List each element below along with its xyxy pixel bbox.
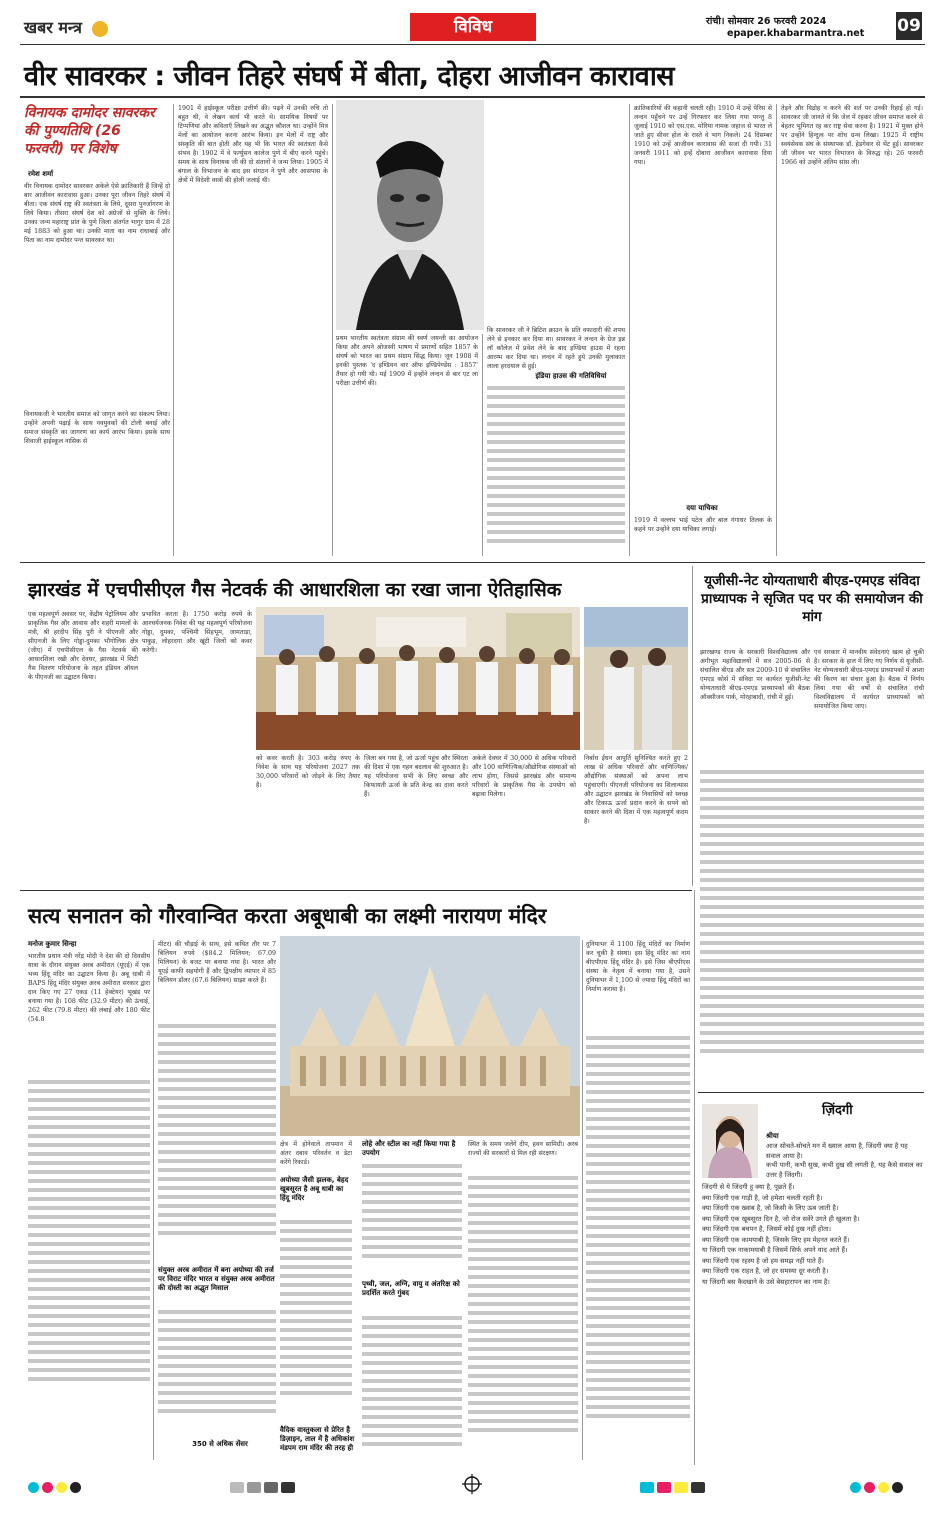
ugc-col2-text: एवं सरकार में मानवीय संवेदनाएं खत्म हो चुकी है। सरकार के हाल में लिए गए निर्णय से यूजीसी-नेट योग्यताधारी बीएड-एमएड प्राध्यापकों में आशा की किरण का संचार हुआ है। बैठक में निर्णय लिया गया की वर्षों से संचालित रांची विश्वविद्यालय में कार्यरत प्राध्यापकों को समायोजित किया जाए। xyxy=(814,649,924,710)
column-divider xyxy=(582,940,583,1460)
column-divider xyxy=(694,890,695,1465)
daya-yachika-text: 1919 में वल्लभ भाई पटेल और बाल गंगाधर तिलक के कहने पर उन्होंने दया याचिका लगाई। xyxy=(634,517,772,533)
masthead xyxy=(24,16,108,38)
color-swatch-icon xyxy=(864,1482,875,1493)
header-rule xyxy=(20,44,925,45)
column-divider xyxy=(173,104,174,556)
temple-col5-text: स्थित के समय जलेंगे दीप, हवन सामिग्री। अरब राज्यों की सरकारों से मिल रही संरक्षण। xyxy=(468,1141,578,1157)
savarkar-col2-text: 1901 में हाईस्कूल परीक्षा उत्तीर्ण की। पढ़ने में उनकी रुचि तो बहुत थी, वे लेखन कार्य भी करते थे। सामयिक विषयों पर टिप्पणियां और कविताएँ लिखने का अद्भुत कौशल था। उन्होंने मित्र मेलों का आयोजन करना आरंभ किया। इन मेलों में राष्ट्र और संस्कृति की बात होती और यह भी कि भारत की स्वतंत्रता कैसे संभव है। 1902 में वे फर्ग्युसन कालेज पुणे में बीए करने पहुंचे। समय के साथ विनायक जी की दो संतानों ने जन्म लिया। 1905 में बंगाल के विभाजन के बाद इस संगठन ने पुणे और आसपास के क्षेत्रों में विदेशी वस्त्रों की होली जलाई थी। xyxy=(178,105,328,184)
temple-col2-lines-b xyxy=(158,1310,276,1430)
temple-col6-lines xyxy=(586,1036,690,1466)
color-swatch-right xyxy=(850,1478,906,1497)
poem-line: क्या जिंदगी एक बचपन है, जिसमें कोई दुख नहीं होता। xyxy=(702,1225,832,1233)
page-number: 09 xyxy=(896,12,922,40)
poem-line: आज सोचते-सोचते मन में ख्याल आया है, जिंदगी क्या है यह सवाल आया है। xyxy=(766,1142,908,1160)
daya-yachika-subhead: दया याचिका xyxy=(686,504,718,512)
temple-col4-lines-b xyxy=(362,1316,462,1466)
color-swatch-icon xyxy=(28,1482,39,1493)
savarkar-col6-text: तेड़ने और विद्रोह न करने की शर्त पर उनकी रिहाई हो गई। सावरकर जी जानते थे कि जेल में रहकर जीवन समाप्त करने से बेहतर भूमिगत रह कर राष्ट्र सेवा करना है। 1921 में मुक्त होने पर उन्होंने हिन्दुत्व पर शोध ग्रन्थ लिखा। 1925 में राष्ट्रीय स्वयंसेवक संघ के संस्थापक डॉ. हेडगेवार से भेंट हुई। सावरकर जी जीवन भर भारत विभाजन के विरुद्ध रहे। 26 फरवरी 1966 को उन्होंने अंतिम सांस ली। xyxy=(781,105,923,166)
ugc-body-lines xyxy=(700,770,924,1090)
dateline: रांची। सोमवार 26 फरवरी 2024 xyxy=(706,16,827,27)
temple-col3-subhead: अयोध्या जैसी झलक, बेहद खूबसूरत है अबू धाबी का हिंदू मंदिर xyxy=(280,1176,349,1202)
temple-col3-end: वैदिक वास्तुकला से प्रेरित है डिज़ाइन, ताल में है अधिकांश मंडपम राम मंदिर की तरह ही xyxy=(280,1426,355,1452)
temple-headline: सत्य सनातन को गौरवान्वित करता अबूधाबी का लक्ष्मी नारायण मंदिर xyxy=(28,904,547,928)
column-divider xyxy=(629,104,630,556)
column-divider xyxy=(776,104,777,556)
hpcl-inauguration-photo xyxy=(584,607,688,750)
color-swatch-icon xyxy=(892,1482,903,1493)
ugc-headline: यूजीसी-नेट योग्यताधारी बीएड-एमएड संविदा प्राध्यापक ने सृजित पद पर की समायोजन की मांग xyxy=(701,573,923,625)
crosshair-registration-icon xyxy=(462,1474,482,1494)
hpcl-inauguration-image xyxy=(584,607,688,750)
temple-col2-lines xyxy=(158,1024,276,1264)
poem-line: या जिंदगी बस कैदखाने के उसे बेसहारापन का नाम है। xyxy=(702,1277,830,1286)
jharkhand-col5-text: अकेले देवघर में 30,000 से अधिक परिवारों और 100 वाणिज्यिक/औद्योगिक संस्थाओं को लाभ होगा, जिससे झारखंड और सामान्य परिवारों के प्राकृतिक गैस के उपयोग को बढ़ावा मिलेगा। xyxy=(472,755,576,798)
color-swatch-icon xyxy=(56,1482,67,1493)
poem-line: जिंदगी से ये जिंदगी हू क्या है, पूछते हैं। xyxy=(702,1183,795,1191)
jharkhand-headline: झारखंड में एचपीसीएल गैस नेटवर्क की आधारशिला का रखा जाना ऐतिहासिक xyxy=(28,579,562,601)
temple-col4-subhead-b: पृथ्वी, जल, अग्नि, वायु व अंतरिक्ष को प्रदर्शित करते गुंबद xyxy=(362,1280,460,1297)
savarkar-headline: वीर सावरकर : जीवन तिहरे संघर्ष में बीता, दोहरा आजीवन कारावास xyxy=(24,61,675,92)
temple-photo xyxy=(280,936,580,1136)
section-rule xyxy=(20,562,925,563)
poem-line: क्या जिंदगी एक खूबसूरत दिन है, जो रोज सवेरे उगते ही खुलता है। xyxy=(702,1214,860,1223)
color-swatch-left xyxy=(28,1478,84,1497)
color-bar-left xyxy=(230,1478,298,1497)
savarkar-subheading: विनायक दामोदर सावरकर की पुण्यतिथि (26 फरवरी) पर विशेष xyxy=(24,105,155,157)
jharkhand-col6-text: निर्बाध ईंधन आपूर्ति सुनिश्चित करते हुए 2 लाख से अधिक परिवारों और वाणिज्यिक/औद्योगिक संस्थाओं को अपना लाभ पहुंचाएगी। पीएनजी परियोजना का शिलान्यास और उद्घाटन झारखंड के निवासियों को स्वच्छ और टिकाऊ ऊर्जा प्रदान करने के सपने को साकार करने की दिशा में एक महत्वपूर्ण कदम है। xyxy=(584,755,688,825)
color-swatch-icon xyxy=(850,1482,861,1493)
temple-col3-lines xyxy=(280,1220,352,1420)
temple-col2-text: मीटर) की चौड़ाई के साथ, इसे कथित तौर पर 7 बिलियन रुपये ($84.2 मिलियन; 67.09 मिलियन) के बजट पर बनाया गया है। भारत और यूएई काफी सहयोगी हैं और द्विपक्षीय व्यापार में 85 बिलियन डॉलर (67.6 बिलियन) साझा करते हैं। xyxy=(158,941,276,984)
savarkar-byline: रमेश शर्मा xyxy=(28,170,54,178)
color-bar-right xyxy=(640,1478,708,1497)
temple-col2-end: 350 से अधिक सेंसर xyxy=(192,1440,248,1448)
masthead-title: खबर मन्त्र xyxy=(24,18,82,37)
column-divider xyxy=(692,566,693,886)
column-divider xyxy=(153,940,154,1460)
poem-title: ज़िंदगी xyxy=(822,1103,853,1118)
poet-image xyxy=(702,1104,758,1178)
temple-col1-lines xyxy=(28,1080,150,1420)
color-swatch-icon xyxy=(42,1482,53,1493)
poem-line: क्या जिंदगी एक ख्वाब है, जो किसी के लिए ऊब जाती है। xyxy=(702,1204,839,1212)
poem-line: क्या जिंदगी एक राहत है, जो हर समस्या दूर करती है। xyxy=(702,1267,829,1275)
temple-image xyxy=(280,936,580,1136)
savarkar-col4-lines xyxy=(487,386,625,556)
color-swatch-icon xyxy=(878,1482,889,1493)
savarkar-col1-text: वीर विनायक दामोदर सावरकर अकेले ऐसे क्रांतिकारी हैं जिन्हें दो बार आजीवन कारावास हुआ। उनका पूरा जीवन तिहरे संघर्ष में बीता। एक संघर्ष राष्ट्र की स्वतंत्रता के लिये, दूसरा पुनर्जागरण के लिये किया। तीसरा संघर्ष देश को अंग्रेजों से मुक्ति के लिये। उनका जन्म महाराष्ट्र प्रांत के पुणे जिला अंतर्गत भागुर ग्राम में 28 मई 1883 को हुआ था। उनकी माता का नाम राधाबाई और पिता का नाम दामोदर पन्त सावरकर था। xyxy=(24,183,170,244)
jharkhand-col1-text: एक महत्वपूर्ण अवसर पर, केंद्रीय पेट्रोलियम और प्राकृतिक गैस और आवास और शहरी मामलों के मंत्री, श्री हरदीप सिंह पुरी ने पीएनजी और सीएनजी के लिए गोड्डा-दुमका भौगोलिक क्षेत्र (जीए) में एचपीसीएल के गैस नेटवर्क की आधारशिला रखी और देवघर, झारखंड में सिटी गैस वितरण परियोजना के तहत इंडियन ऑयल के पीएनजी का उद्घाटन किया। xyxy=(28,611,138,681)
jharkhand-col2-text: प्रभावित करता है। 1750 करोड़ रुपये के आश्चर्यजनक निवेश की यह महत्वपूर्ण परियोजना गोड्डा, दुमका, पश्चिमी सिंहभूम, जामताड़ा, पाकुड़, लोहरदगा और खूंटी जिलों को कवर करेगी। xyxy=(142,611,252,654)
savarkar-portrait xyxy=(336,100,484,330)
headline-rule xyxy=(20,96,925,98)
poem-rule xyxy=(698,1092,924,1093)
masthead-sun-icon xyxy=(92,21,108,37)
temple-col2-subhead: संयुक्त अरब अमीरात में बना अयोध्या की तर्ज पर विराट मंदिर भारत व संयुक्त अरब अमीरात की दोस्ती का अद्भुत मिसाल xyxy=(158,1266,275,1292)
poem-line: या जिंदगी एक नाकामयाबी है जिसमें सिर्फ अपने याद आते हैं। xyxy=(702,1246,848,1254)
epaper-url[interactable]: epaper.khabarmantra.net xyxy=(727,28,865,39)
savarkar-col4-text: कि सावरकर जी ने ब्रिटिश क्राउन के प्रति वफादारी की शपथ लेने से इनकार कर दिया था। सावरकर ने लन्दन के ग्रेज इन्न लॉ कॉलेज में प्रवेश लेने के बाद इण्डिया हाउस में रहना आरम्भ कर दिया था। लन्दन में रहते हुये उनकी मुलाकात लाला हरदयाल से हुई। xyxy=(487,327,625,370)
poet-photo xyxy=(702,1104,758,1178)
savarkar-col3-text: प्रथम भारतीय स्वतंत्रता संग्राम की स्वर्ण जयन्ती का आयोजन किया और अपने ओजस्वी भाषण में प्रमाणों सहित 1857 के संघर्ष को भारत का प्रथम संग्राम सिद्ध किया। जून 1908 में इनकी पुस्तक 'द इण्डियन वार ऑफ इण्डिपेण्डेंस : 1857' तैयार हो गयी थी। मई 1909 में इन्होंने लन्दन से बार एट ला परीक्षा उत्तीर्ण की। xyxy=(336,335,478,387)
poem-line: कभी पानी, कभी सुख, कभी दुख सी लगती है, यह कैसे सवाल का उत्तर है जिंदगी। xyxy=(766,1161,923,1179)
section-label: विविध xyxy=(410,13,536,41)
savarkar-portrait-image xyxy=(336,100,484,330)
jharkhand-col4-text: जिला बन गया है, जो ऊर्जा पहुंच और स्थिरता की दिशा में एक गहन बदलाव की शुरुआत है। यह परियोजना सभी के लिए स्वच्छ और किफायती ऊर्जा के प्रति केन्द्र का दावा करते हैं। xyxy=(364,755,468,798)
poet-name: श्रीया xyxy=(766,1132,779,1140)
jharkhand-col3-text: को कवर करती है। 303 करोड़ रुपए के निवेश के साथ यह परियोजना 2027 तक 30,000 परिवारों को जोड़ने के लिए तैयार है। xyxy=(256,755,360,789)
temple-col5-lines xyxy=(468,1176,578,1466)
temple-col3-text: क्षेत्र में होनेवाले तापमान में अंतर दबाव परिवर्तन व डेटा करेंगे रिकार्ड। xyxy=(280,1141,352,1166)
poem-line: क्या जिंदगी एक कामयाबी है, जिसके लिए हम मेहनत करते हैं। xyxy=(702,1235,850,1244)
temple-col1-text: भारतीय प्रधान मंत्री नरेंद्र मोदी ने देश की दो दिवसीय यात्रा के दौरान संयुक्त अरब अमीरात (यूएई) में एक भव्य हिंदू मंदिर का उद्घाटन किया है। अबू धाबी में BAPS हिंदू मंदिर संयुक्त अरब अमीरात सरकार द्वारा दान किए गए 27 एकड़ (11 हेक्टेयर) भूखंड पर बनाया गया है। 108 फीट (32.9 मीटर) की ऊंचाई, 262 फीट (79.8 मीटर) की लंबाई और 180 फीट (54.8 xyxy=(28,953,150,1023)
temple-byline: मनोज कुमार सिन्हा xyxy=(28,940,77,948)
temple-col4-subhead: लोहे और स्टील का नहीं किया गया है उपयोग xyxy=(362,1140,456,1157)
india-house-subhead: इंडिया हाउस की गतिविधियां xyxy=(535,372,607,380)
poem-line: क्या जिंदगी एक गाड़ी है, जो हमेशा चलती रहती है। xyxy=(702,1193,823,1202)
poem-lines-top xyxy=(766,1142,924,1180)
temple-col4-lines xyxy=(362,1164,462,1274)
poem-lines-body xyxy=(702,1182,924,1287)
hpcl-event-image xyxy=(256,607,580,750)
color-swatch-icon xyxy=(70,1482,81,1493)
ugc-col1-text: झारखण्ड राज्य के सरकारी विश्वविद्यालय और अंगीभूत महाविद्यालयों में सत्र 2005-06 से संचालित बीएड और सत्र 2009-10 से संचालित एमएड कोर्स में संविदा पर कार्यरत यूजीसी-नेट योग्यताधारी बीएड-एमएड प्राध्यापकों की बैठक ऑक्सीजन पार्क, मोरहाबादी, रांची में हुई। xyxy=(700,649,811,701)
column-divider xyxy=(482,334,483,556)
section-rule xyxy=(20,890,692,891)
hpcl-event-photo xyxy=(256,607,580,750)
temple-col6-text: दुनियाभर में 1100 हिंदू मंदिरों का निर्माण कर चुकी है संस्था। इस हिंदू मंदिर का नाम बीएपीएस हिंदू मंदिर है। इसे जिस बीएपीएस संस्था के नेतृत्व में बनाया गया है, उसने दुनियाभर में 1,100 से ज्यादा हिंदू मंदिरों का निर्माण कराया है। xyxy=(586,941,690,993)
poem-line: क्या जिंदगी एक रहस्य है जो हम समझ नहीं पाते हैं। xyxy=(702,1256,824,1265)
column-divider xyxy=(332,104,333,556)
savarkar-col1-text-b: विनायकजी ने भारतीय समाज को जागृत करने का संकल्प लिया। उन्होंने अपनी पढ़ाई के साथ नवयुवकों की टोली बनाई और समाज संस्कृति का जागरण का कार्य आरंभ किया। इसके साथ शिवाजी हाईस्कूल नासिक से xyxy=(24,411,170,445)
savarkar-col5-text: क्रांतिकारियों की कहानी चलती रही। 1910 में उन्हें पेरिस से लन्दन पहुँचने पर उन्हें गिरफ्तार कर लिया गया परन्तु 8 जुलाई 1910 को एस.एस. मोरिया नामक जहाज से भारत ले जाते हुए सीवर होल के रास्ते वे भाग निकले। 24 दिसम्बर 1910 को उन्हें आजीवन कारावास की सजा दी गयी। 31 जनवरी 1911 को इन्हें दोबारा आजीवन कारावास दिया गया। xyxy=(634,105,772,166)
